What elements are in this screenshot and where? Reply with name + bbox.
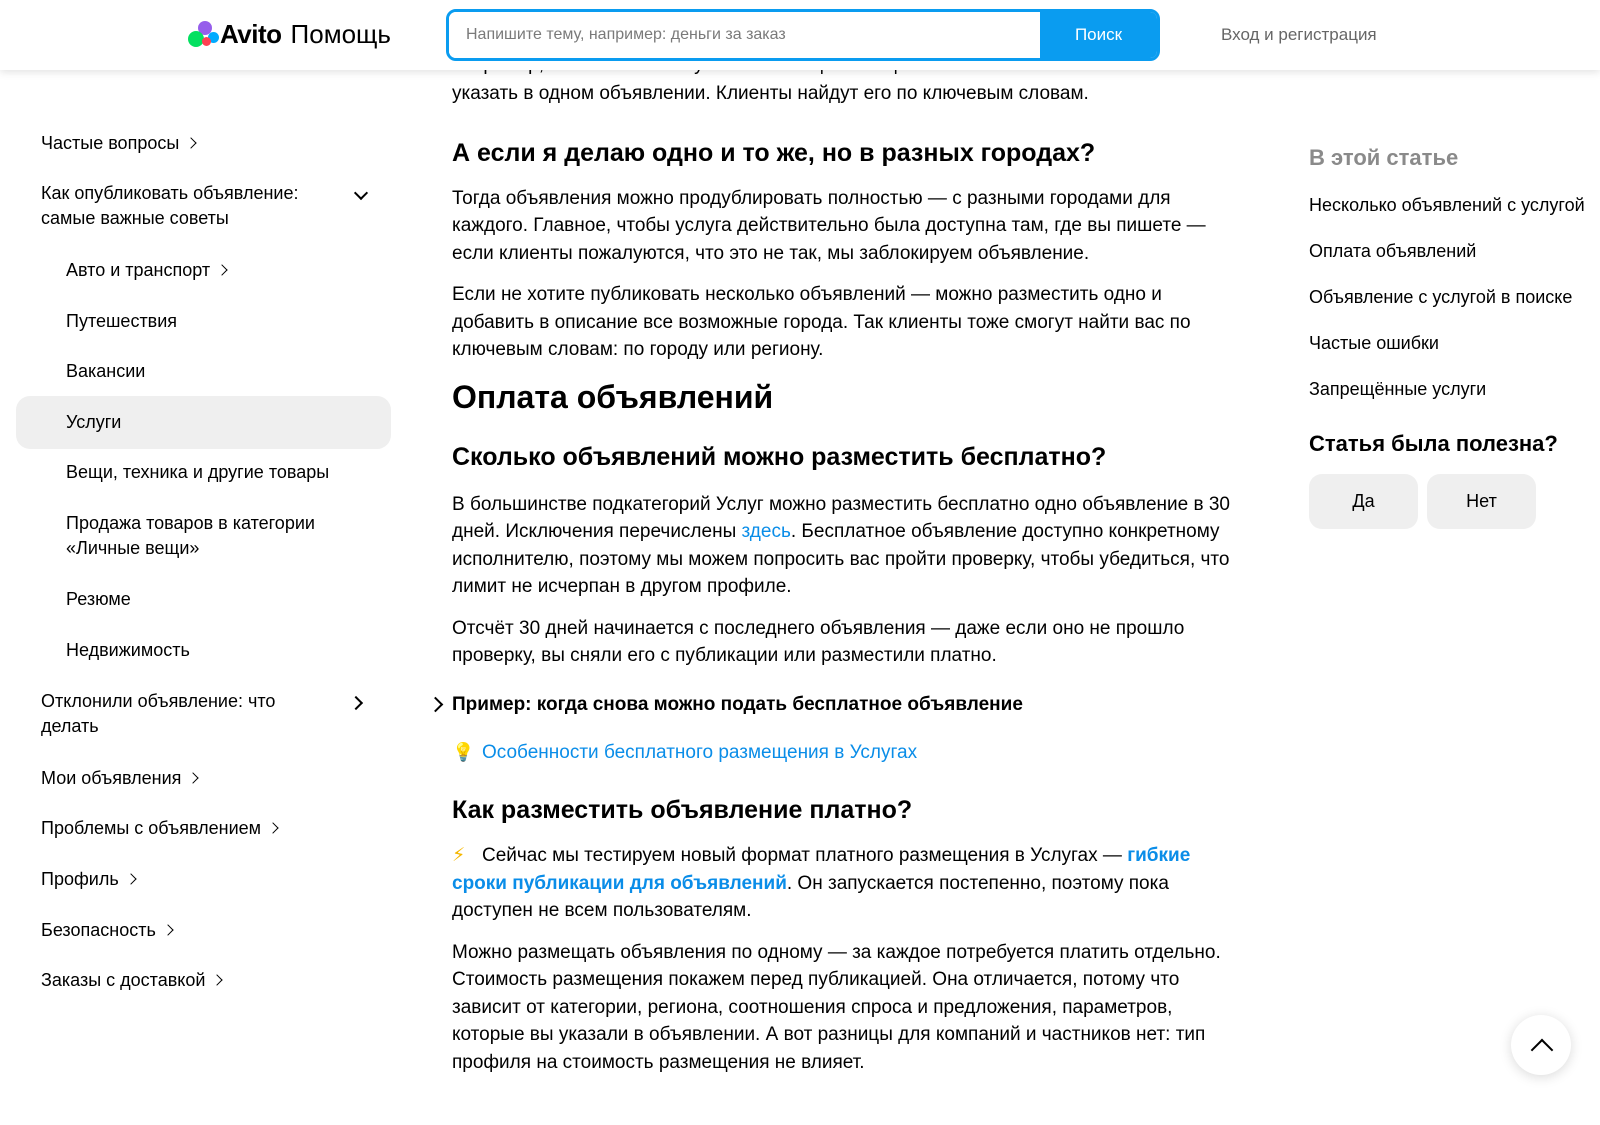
avito-logo-icon (188, 19, 218, 49)
sidebar-item-travel[interactable] (66, 309, 177, 334)
sidebar-item-services[interactable] (66, 410, 121, 435)
chevron-down-icon[interactable] (354, 186, 368, 200)
sidebar-item-ad-problems[interactable] (41, 816, 277, 841)
sidebar-item-label: Отклонили объявление: что делать (41, 691, 276, 736)
article-paragraph: указать в одном объявлении. Клиенты найдут его по ключевым словам. (452, 83, 1089, 104)
free-placement-link[interactable]: Особенности бесплатного размещения в Услугах (482, 741, 918, 763)
text: Сейчас мы тестируем новый формат платного размещения в Услугах — (482, 845, 1122, 866)
example-spoiler[interactable] (452, 691, 1232, 718)
search-input[interactable] (449, 12, 1040, 58)
sidebar-item-rejected[interactable] (41, 689, 311, 739)
sidebar-item-vacancies[interactable] (66, 359, 145, 384)
text: . Бесплатное объявление доступно конкретному исполнителю, поэтому мы можем попросить вас пройти проверку, чтобы убедиться, что лимит не исчерпан в другом профиле. (452, 521, 1230, 597)
sidebar-item-realty[interactable] (66, 638, 190, 663)
text: В большинстве подкатегорий Услуг можно разместить бесплатно одно объявление в 30 дней. Исключения перечислены (452, 493, 1230, 542)
sidebar-item-label: Вещи, техника и другие товары (66, 462, 330, 482)
heading-cities: А если я делаю одно и то же, но в разных городах? (452, 138, 1096, 167)
chevron-right-icon[interactable] (349, 696, 363, 710)
heading-paid: Как разместить объявление платно? (452, 796, 913, 824)
chevron-right-icon (188, 772, 199, 783)
sidebar-item-label: Недвижимость (66, 640, 190, 660)
chevron-up-icon (1531, 1039, 1554, 1062)
sidebar-item-label: Частые вопросы (41, 133, 180, 153)
logo-section-text: Помощь (290, 18, 391, 49)
sidebar-item-label: Безопасность (41, 920, 156, 940)
feedback-yes-button[interactable]: Да (1309, 474, 1418, 529)
lightbulb-icon: 💡 (452, 741, 475, 762)
chevron-right-icon (216, 264, 227, 275)
sidebar-item-label: Резюме (66, 589, 131, 609)
heading-free: Сколько объявлений можно разместить бесплатно? (452, 442, 1107, 471)
chevron-right-icon (186, 137, 197, 148)
toc-item-multiple-ads[interactable]: Несколько объявлений с услугой (1309, 195, 1585, 215)
sidebar-item-resume[interactable] (66, 587, 131, 612)
flexible-terms-link[interactable]: гибкие сроки публикации для объявлений (452, 845, 1191, 894)
sidebar-item-label: Заказы с доставкой (41, 970, 206, 990)
article-paragraph (452, 491, 1232, 601)
exceptions-link[interactable]: здесь (741, 521, 791, 542)
tip-block (452, 739, 1232, 767)
toc-item-search[interactable]: Объявление с услугой в поиске (1309, 287, 1573, 307)
toc-item-payment[interactable]: Оплата объявлений (1309, 241, 1477, 261)
sidebar-item-label: Продажа товаров в категории «Личные вещи» (66, 513, 315, 558)
chevron-right-icon (267, 822, 278, 833)
logo-brand-text: Avito (220, 18, 282, 49)
search-button[interactable]: Поиск (1040, 12, 1157, 58)
sidebar-item-publish-tips[interactable] (41, 181, 331, 231)
article-paragraph: Можно размещать объявления по одному — за каждое потребуется платить отдельно. Стоимость размещения покажем перед публикацией. Она отличается, потому что зависит от категории, региона, соотношения спроса и предложения, параметров, которые вы указали в объявлении. А вот разницы для компаний и частников нет: тип профиля на стоимость размещения не влияет. (452, 941, 1221, 1073)
toc-item-forbidden[interactable]: Запрещённые услуги (1309, 379, 1487, 399)
login-link[interactable]: Вход и регистрация (1221, 25, 1377, 44)
top-header (0, 0, 1600, 70)
sidebar-item-goods[interactable] (66, 460, 329, 485)
avito-help-logo[interactable] (188, 14, 391, 54)
article-paragraph: Отсчёт 30 дней начинается с последнего объявления — даже если оно не прошло проверку, вы сняли его с публикации или разместили платно. (452, 617, 1185, 666)
heading-payment: Оплата объявлений (452, 378, 774, 415)
sidebar-item-label: Путешествия (66, 311, 178, 331)
feedback-no-button[interactable]: Нет (1427, 474, 1536, 529)
sidebar-item-label: Профиль (41, 869, 119, 889)
chevron-right-icon (428, 696, 444, 712)
sidebar-item-delivery[interactable] (41, 968, 221, 993)
spoiler-label: Пример: когда снова можно подать бесплатное объявление (452, 693, 1023, 715)
sidebar-item-my-ads[interactable] (41, 766, 197, 791)
article-paragraph: Если не хотите публиковать несколько объявлений — можно разместить одно и добавить в описание все возможные города. Так клиенты тоже смогут найти вас по ключевым словам: по городу или региону. (452, 284, 1191, 360)
text: . Он запускается постепенно, поэтому пока доступен не всем пользователям. (452, 872, 1169, 921)
chevron-right-icon (212, 974, 223, 985)
toc-title: В этой статье (1309, 145, 1459, 170)
sidebar-item-label: Авто и транспорт (66, 260, 211, 280)
article-paragraph (452, 842, 1232, 925)
article-paragraph: Тогда объявления можно продублировать полностью — с разными городами для каждого. Главное, чтобы услуга действительно была доступна там, где вы пишете — если клиенты пожалуются, что это не так, мы заблокируем объявление. (452, 187, 1206, 264)
sidebar-item-label: Проблемы с объявлением (41, 818, 262, 838)
sidebar-item-profile[interactable] (41, 867, 135, 892)
sidebar-item-personal-items[interactable] (66, 511, 346, 561)
scroll-top-button[interactable] (1511, 1015, 1571, 1075)
lightning-icon: ⚡ (452, 845, 466, 866)
feedback-title: Статья была полезна? (1309, 431, 1558, 456)
article (452, 52, 1232, 1076)
sidebar-item-faq[interactable] (41, 131, 195, 156)
sidebar-item-auto[interactable] (66, 258, 226, 283)
search-bar (446, 9, 1160, 61)
chevron-right-icon (125, 873, 136, 884)
toc-item-mistakes[interactable]: Частые ошибки (1309, 333, 1439, 353)
chevron-right-icon (162, 924, 173, 935)
sidebar-item-label: Услуги (66, 412, 122, 432)
sidebar-item-label: Мои объявления (41, 768, 182, 788)
sidebar-item-label: Как опубликовать объявление: самые важные советы (41, 183, 299, 228)
sidebar-item-label: Вакансии (66, 361, 146, 381)
sidebar-item-security[interactable] (41, 918, 172, 943)
